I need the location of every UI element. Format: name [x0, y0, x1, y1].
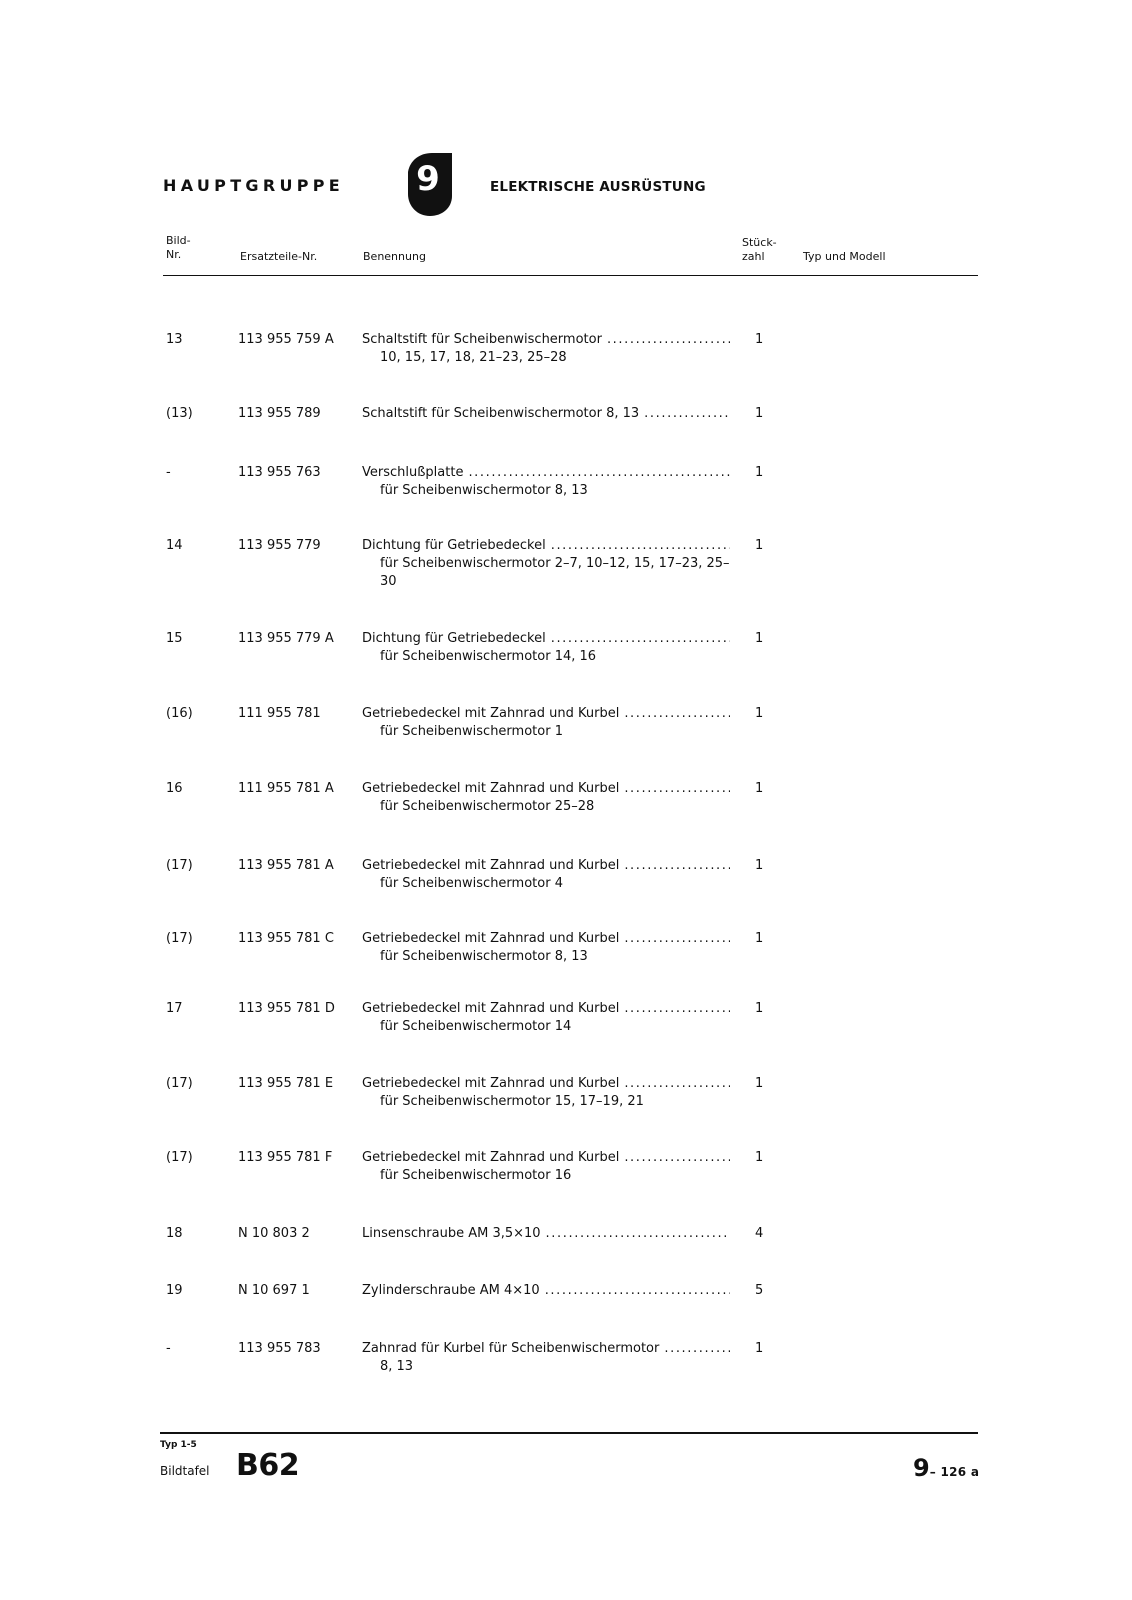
- row-quantity: 4: [755, 1226, 764, 1241]
- leader-dots: [644, 405, 730, 423]
- row-part-number: 113 955 763: [238, 465, 321, 480]
- leader-dots: [545, 1282, 730, 1300]
- row-bild-nr: -: [166, 465, 171, 480]
- row-description: [362, 405, 730, 423]
- row-application: für Scheibenwischermotor 25–28: [380, 799, 595, 814]
- leader-dots: [546, 1225, 730, 1243]
- row-name: Verschlußplatte: [362, 465, 464, 480]
- leader-dots: [624, 857, 730, 875]
- row-description: [362, 780, 730, 816]
- row-quantity: 1: [755, 1150, 764, 1165]
- row-part-number: 113 955 781 A: [238, 858, 334, 873]
- row-part-number: 113 955 781 E: [238, 1076, 334, 1091]
- row-quantity: 1: [755, 406, 764, 421]
- row-name: Getriebedeckel mit Zahnrad und Kurbel: [362, 706, 620, 721]
- column-header-name: Benennung: [363, 250, 426, 263]
- leader-dots: [624, 1075, 730, 1093]
- row-description: [362, 464, 730, 500]
- leader-dots: [664, 1340, 730, 1358]
- row-quantity: 1: [755, 465, 764, 480]
- row-name: Dichtung für Getriebedeckel: [362, 631, 546, 646]
- row-quantity: 1: [755, 858, 764, 873]
- row-bild-nr: (17): [166, 1076, 193, 1091]
- row-name: Dichtung für Getriebedeckel: [362, 538, 546, 553]
- row-application: für Scheibenwischermotor 16: [380, 1168, 572, 1183]
- row-application: für Scheibenwischermotor 15, 17–19, 21: [380, 1094, 644, 1109]
- row-quantity: 5: [755, 1283, 764, 1298]
- row-quantity: 1: [755, 706, 764, 721]
- leader-dots: [468, 464, 730, 482]
- row-description: [362, 1340, 730, 1376]
- row-description: [362, 630, 730, 666]
- group-title: ELEKTRISCHE AUSRÜSTUNG: [490, 179, 706, 195]
- row-bild-nr: (17): [166, 1150, 193, 1165]
- row-bild-nr: (16): [166, 706, 193, 721]
- column-header-bild-nr: Bild- Nr.: [166, 234, 191, 261]
- row-part-number: 111 955 781: [238, 706, 321, 721]
- row-name: Schaltstift für Scheibenwischermotor 8, 13: [362, 406, 640, 421]
- leader-dots: [624, 930, 730, 948]
- row-name: Getriebedeckel mit Zahnrad und Kurbel: [362, 931, 620, 946]
- row-quantity: 1: [755, 1001, 764, 1016]
- row-bild-nr: (17): [166, 858, 193, 873]
- row-quantity: 1: [755, 631, 764, 646]
- row-part-number: 113 955 781 D: [238, 1001, 335, 1016]
- row-name: Schaltstift für Scheibenwischermotor: [362, 332, 602, 347]
- row-application: für Scheibenwischermotor 8, 13: [380, 483, 588, 498]
- row-part-number: N 10 803 2: [238, 1226, 310, 1241]
- row-bild-nr: 17: [166, 1001, 183, 1016]
- row-name: Getriebedeckel mit Zahnrad und Kurbel: [362, 1076, 620, 1091]
- row-part-number: 113 955 779 A: [238, 631, 334, 646]
- bildtafel-number: B62: [236, 1448, 300, 1483]
- leader-dots: [624, 780, 730, 798]
- row-bild-nr: 19: [166, 1283, 183, 1298]
- leader-dots: [551, 537, 730, 555]
- row-description: [362, 1000, 730, 1036]
- header-rule: [163, 275, 978, 276]
- leader-dots: [624, 1149, 730, 1167]
- leader-dots: [624, 705, 730, 723]
- row-bild-nr: 13: [166, 332, 183, 347]
- row-bild-nr: -: [166, 1341, 171, 1356]
- row-application: für Scheibenwischermotor 4: [380, 876, 563, 891]
- row-application: für Scheibenwischermotor 1: [380, 724, 563, 739]
- row-quantity: 1: [755, 1341, 764, 1356]
- column-header-qty: Stück- zahl: [742, 236, 777, 263]
- row-description: [362, 1282, 730, 1300]
- leader-dots: [607, 331, 730, 349]
- row-description: [362, 331, 730, 367]
- row-description: [362, 930, 730, 966]
- row-quantity: 1: [755, 1076, 764, 1091]
- row-quantity: 1: [755, 332, 764, 347]
- bildtafel-label: Bildtafel: [160, 1464, 210, 1478]
- row-name: Getriebedeckel mit Zahnrad und Kurbel: [362, 1150, 620, 1165]
- row-part-number: N 10 697 1: [238, 1283, 310, 1298]
- row-description: [362, 705, 730, 741]
- row-bild-nr: (17): [166, 931, 193, 946]
- row-bild-nr: (13): [166, 406, 193, 421]
- row-part-number: 113 955 789: [238, 406, 321, 421]
- row-bild-nr: 16: [166, 781, 183, 796]
- row-name: Getriebedeckel mit Zahnrad und Kurbel: [362, 781, 620, 796]
- row-part-number: 113 955 759 A: [238, 332, 334, 347]
- row-part-number: 113 955 781 C: [238, 931, 334, 946]
- row-application: für Scheibenwischermotor 14, 16: [380, 649, 597, 664]
- row-application: 8, 13: [380, 1359, 414, 1374]
- row-application: für Scheibenwischermotor 2–7, 10–12, 15, 17–23, 25–30: [380, 556, 730, 589]
- type-range: Typ 1-5: [160, 1440, 197, 1450]
- row-name: Getriebedeckel mit Zahnrad und Kurbel: [362, 858, 620, 873]
- row-bild-nr: 15: [166, 631, 183, 646]
- leader-dots: [624, 1000, 730, 1018]
- row-description: [362, 857, 730, 893]
- row-quantity: 1: [755, 781, 764, 796]
- column-header-part-no: Ersatzteile-Nr.: [240, 250, 318, 263]
- leader-dots: [551, 630, 730, 648]
- row-description: [362, 1225, 730, 1243]
- row-part-number: 113 955 779: [238, 538, 321, 553]
- row-name: Linsenschraube AM 3,5×10: [362, 1226, 541, 1241]
- row-name: Getriebedeckel mit Zahnrad und Kurbel: [362, 1001, 620, 1016]
- row-bild-nr: 18: [166, 1226, 183, 1241]
- row-description: [362, 537, 730, 591]
- row-description: [362, 1149, 730, 1185]
- column-header-model: Typ und Modell: [803, 250, 886, 263]
- row-application: für Scheibenwischermotor 8, 13: [380, 949, 588, 964]
- footer-rule: [160, 1432, 978, 1434]
- row-application: für Scheibenwischermotor 14: [380, 1019, 572, 1034]
- row-name: Zylinderschraube AM 4×10: [362, 1283, 540, 1298]
- row-part-number: 113 955 783: [238, 1341, 321, 1356]
- row-name: Zahnrad für Kurbel für Scheibenwischermotor: [362, 1341, 660, 1356]
- row-quantity: 1: [755, 931, 764, 946]
- row-bild-nr: 14: [166, 538, 183, 553]
- row-quantity: 1: [755, 538, 764, 553]
- row-description: [362, 1075, 730, 1111]
- page-number: 9– 126 a: [913, 1454, 980, 1482]
- row-application: 10, 15, 17, 18, 21–23, 25–28: [380, 350, 567, 365]
- row-part-number: 111 955 781 A: [238, 781, 334, 796]
- row-part-number: 113 955 781 F: [238, 1150, 333, 1165]
- group-number: 9: [416, 159, 440, 199]
- group-label: HAUPTGRUPPE: [163, 176, 345, 195]
